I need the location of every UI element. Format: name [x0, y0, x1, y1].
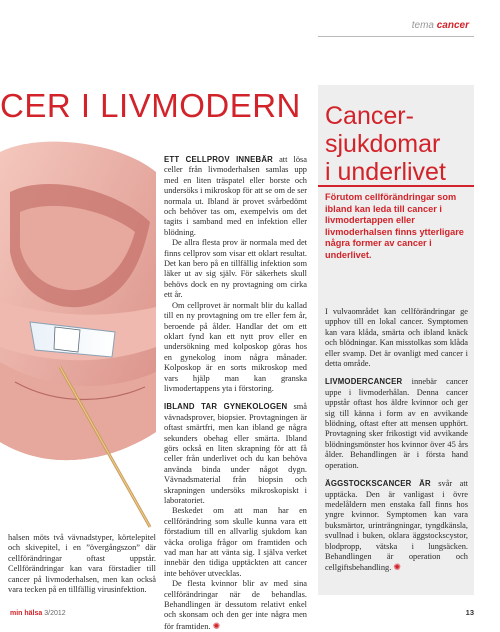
illustration-caption: halsen möts två vävnadstyper, körtelepitel och skivepitel, i en ”övergångszon” där cellförändringar oftast uppstår. Cellförändringar kan vara förstadier till cancer på livmoderhalsen, men kan också vara tecken på en tillfällig virusinfektion. — [8, 533, 156, 595]
paragraph-text: svår att upptäcka. Den är vanligast i övre medelåldern men enstaka fall finns hos yngre kvinnor. Symptomen kan vara buksmärtor, urinträngningar, tyngdkänsla, svullnad i buken, oklara äggstockscystor, blodpropp, vätska i lungsäcken. Behandlingen är operation och cellgiftsbehandling. — [325, 479, 468, 573]
section-prefix: tema — [411, 20, 434, 31]
paragraph — [325, 377, 468, 471]
section-header — [412, 20, 469, 31]
paragraph-text: små vävnadsprover, biopsier. Provtagningen är oftast smärtfri, men kan ibland ge några sekunders obehag eller smärta. Ibland görs också en liten skrapning för att få celler från underlivet och du kan behöva använda binda under något dygn. Vävnadsmaterial från biopsin och skrapningen undersöks mikroskopiskt i laboratoriet. — [164, 402, 307, 505]
paragraph — [164, 402, 307, 506]
page-number: 13 — [465, 608, 474, 617]
sidebar-title-line: sjukdomar — [325, 130, 441, 158]
paragraph-text: innebär cancer uppe i livmoderhålan. Denna cancer uppstår oftast hos äldre kvinnor och ger sig till känna i form av en avvikande blödning, oftast efter att mensen upphört. Provtagning sker frikostigt vid avvikande blödningsmönster hos kvinnor över 45 års ålder. Behandlingen är i första hand operation. — [325, 377, 468, 470]
paragraph — [325, 479, 468, 574]
article-headline: CER I LIVMODERN — [0, 87, 301, 124]
sidebar-title — [318, 102, 474, 186]
end-mark-icon: ✺ — [393, 562, 401, 573]
issue-number: 3/2012 — [44, 610, 66, 617]
paragraph: Beskedet om att man har en cellförändring som skulle kunna vara ett förstadium till en allvarlig sjukdom kan väcka oroliga frågor om framtiden och vad man har att vänta sig. I själva verket innebär den tidiga upptäckten att cancer inte behöver utvecklas. — [164, 506, 307, 578]
header-rule — [318, 36, 474, 37]
magazine-brand: min hälsa — [10, 610, 43, 617]
anatomy-illustration — [0, 132, 156, 530]
paragraph: I vulvaområdet kan cellförändringar ge upphov till en lokal cancer. Symptomen kan vara klåda, smärta och ibland knäck och blödningar. Kan misstolkas som klåda eller svamp. Det är ovanligt med cancer i detta område. — [325, 307, 468, 369]
paragraph-lead: ETT CELLPROV INNEBÄR — [164, 155, 273, 164]
paragraph — [164, 579, 307, 632]
article-column-2 — [164, 155, 307, 632]
paragraph-lead: ÄGGSTOCKSCANCER ÄR — [325, 479, 431, 489]
section-topic: cancer — [436, 20, 469, 31]
sidebar-body — [325, 307, 468, 574]
paragraph — [164, 155, 307, 238]
sidebar-title-line: Cancer- — [325, 102, 414, 130]
page-footer — [10, 610, 66, 617]
paragraph-text: att lösa celler från livmoderhalsen samlas upp med en liten träspatel eller borste och undersöks i mikroskop för att se om de ser normala ut. Ibland är provet svårbedömt och behöver tas om, exempelvis om det tagits i samband med en infektion eller blödning. — [164, 155, 307, 237]
end-mark-icon: ✺ — [212, 620, 221, 631]
paragraph: De allra flesta prov är normala med det finns cellprov som visar ett oklart resultat. Det kan bero på en tillfällig infektion som läker ut av sig själv. För säkerhets skull behövs dock en ny provtagning om cirka ett år. — [164, 238, 307, 300]
paragraph-text: De flesta kvinnor blir av med sina cellförändringar när de behandlas. Behandlingen är dessutom relativt enkel och skonsam och den ger inte några men för framtiden. — [164, 579, 307, 631]
paragraph-lead: IBLAND TAR GYNEKOLOGEN — [164, 402, 288, 412]
paragraph: Om cellprovet är normalt blir du kallad till en ny provtagning om tre eller fem år, beroende på ålder. Handlar det om ett oklart fynd kan ett nytt prov eller en undersökning med kolposkop göras hos en gynekolog inom några månader. Kolposkop är en sorts mikroskop med vars hjälp man kan granska livmodertappens yta i förstoring. — [164, 300, 307, 393]
paragraph-lead: LIVMODERCANCER — [325, 377, 403, 387]
sidebar-rule — [318, 185, 474, 187]
sidebar-intro: Förutom cellförändringar som ibland kan leda till cancer i livmodertappen eller livmoderhalsen finns ytterligare några former av cancer i underlivet. — [325, 192, 464, 260]
sidebar-title-line: i underlivet — [325, 158, 446, 186]
